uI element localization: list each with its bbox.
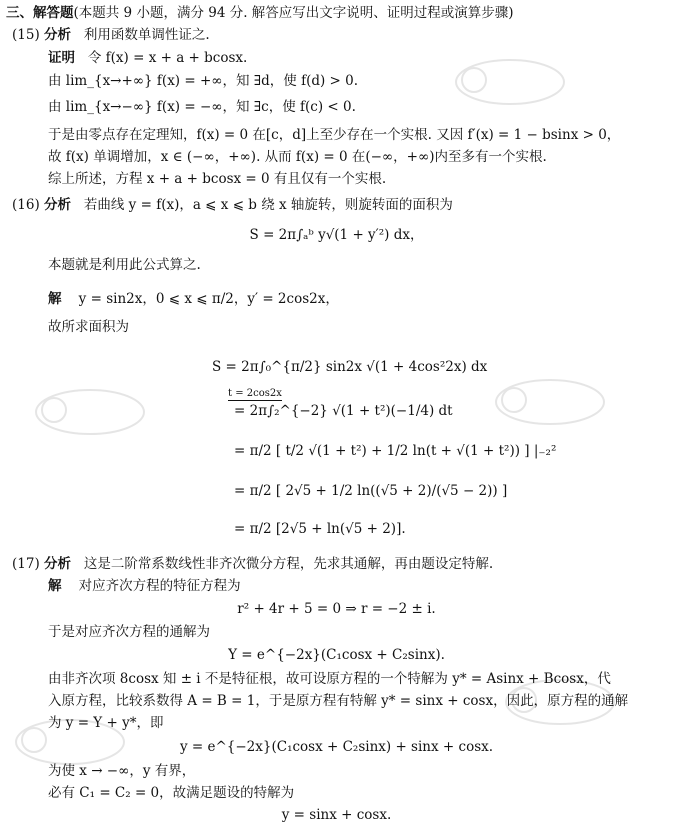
text-line: 于是对应齐次方程的通解为: [48, 624, 210, 640]
text-line: 为使 x → −∞，y 有界，: [48, 763, 196, 779]
text-line: 由 lim_{x→+∞} f(x) = +∞，知 ∃d，使 f(d) > 0.: [48, 73, 359, 89]
formula: = π/2 [ 2√5 + 1/2 ln((√5 + 2)/(√5 − 2)) ]: [234, 483, 508, 499]
text-line: y = sin2x，0 ⩽ x ⩽ π/2，y′ = 2cos2x，: [78, 291, 339, 307]
text-line: 故 f(x) 单调增加，x ∈ (−∞，+∞). 从而 f(x) = 0 在(−∞，+∞)内至多有一个实根.: [48, 149, 547, 165]
formula: Y = e^{−2x}(C₁cosx + C₂sinx).: [228, 647, 445, 663]
solution-line: [48, 577, 241, 595]
proof-label: 证明: [48, 50, 75, 66]
text-line: 入原方程，比较系数得 A = B = 1，于是原方程有特解 y* = sinx + cosx，因此，原方程的通解: [48, 693, 629, 709]
section-header: [6, 4, 514, 22]
analysis-label: 分析: [44, 27, 72, 43]
watermark-stamp: [30, 370, 150, 440]
problem-16-header: [12, 196, 453, 214]
text-line: 必有 C₁ = C₂ = 0，故满足题设的特解为: [48, 785, 295, 801]
solution-line: [48, 290, 339, 308]
formula: S = 2π∫₀^{π/2} sin2x √(1 + 4cos²2x) dx: [212, 359, 488, 375]
analysis-text: 这是二阶常系数线性非齐次微分方程，先求其通解，再由题设定特解.: [83, 556, 494, 572]
analysis-label: 分析: [44, 197, 72, 213]
watermark-stamp: [450, 40, 570, 110]
solution-label: 解: [48, 578, 62, 594]
problem-17-header: [12, 555, 493, 573]
watermark-stamp: [490, 360, 610, 430]
formula: = π/2 [2√5 + ln(√5 + 2)].: [234, 521, 406, 537]
watermark-stamp: [10, 700, 130, 770]
formula: = π/2 [ t/2 √(1 + t²) + 1/2 ln(t + √(1 + t²)) ] |₋₂²: [234, 443, 557, 459]
section-title: 三、解答题: [6, 5, 74, 21]
text-line: 对应齐次方程的特征方程为: [78, 578, 241, 594]
formula: S = 2π∫ₐᵇ y√(1 + y′²) dx，: [249, 227, 424, 243]
problem-number: (16): [12, 197, 40, 213]
section-note: (本题共 9 小题，满分 94 分. 解答应写出文字说明、证明过程或演算步骤): [73, 5, 514, 21]
analysis-text: 利用函数单调性证之.: [83, 27, 210, 43]
text-line: 故所求面积为: [48, 319, 129, 335]
proof-line: [48, 49, 247, 67]
formula: y = e^{−2x}(C₁cosx + C₂sinx) + sinx + cosx.: [179, 739, 494, 755]
problem-number: (15): [12, 27, 40, 43]
text-line: 令 f(x) = x + a + bcosx.: [87, 50, 248, 66]
formula: y = sinx + cosx.: [281, 807, 392, 823]
analysis-label: 分析: [44, 556, 72, 572]
formula: r² + 4r + 5 = 0 ⇒ r = −2 ± i.: [237, 601, 436, 617]
text-line: 于是由零点存在定理知，f(x) = 0 在[c，d]上至少存在一个实根. 又因 f′(x) = 1 − bsinx > 0，: [48, 127, 621, 143]
solution-label: 解: [48, 291, 62, 307]
text-line: 本题就是利用此公式算之.: [48, 257, 201, 273]
formula: = 2π∫₂^{−2} √(1 + t²)(−1/4) dt: [234, 403, 453, 419]
text-line: 综上所述，方程 x + a + bcosx = 0 有且仅有一个实根.: [48, 171, 387, 187]
text-line: 为 y = Y + y*，即: [48, 715, 164, 731]
substitution-note: t = 2cos2x: [228, 388, 282, 399]
text-line: 由非齐次项 8cosx 知 ± i 不是特征根，故可设原方程的一个特解为 y* = Asinx + Bcosx，代: [48, 671, 611, 687]
problem-15-header: [12, 26, 210, 44]
text-line: 由 lim_{x→−∞} f(x) = −∞，知 ∃c，使 f(c) < 0.: [48, 99, 356, 115]
problem-number: (17): [12, 556, 40, 572]
analysis-text: 若曲线 y = f(x)，a ⩽ x ⩽ b 绕 x 轴旋转，则旋转面的面积为: [83, 197, 453, 213]
